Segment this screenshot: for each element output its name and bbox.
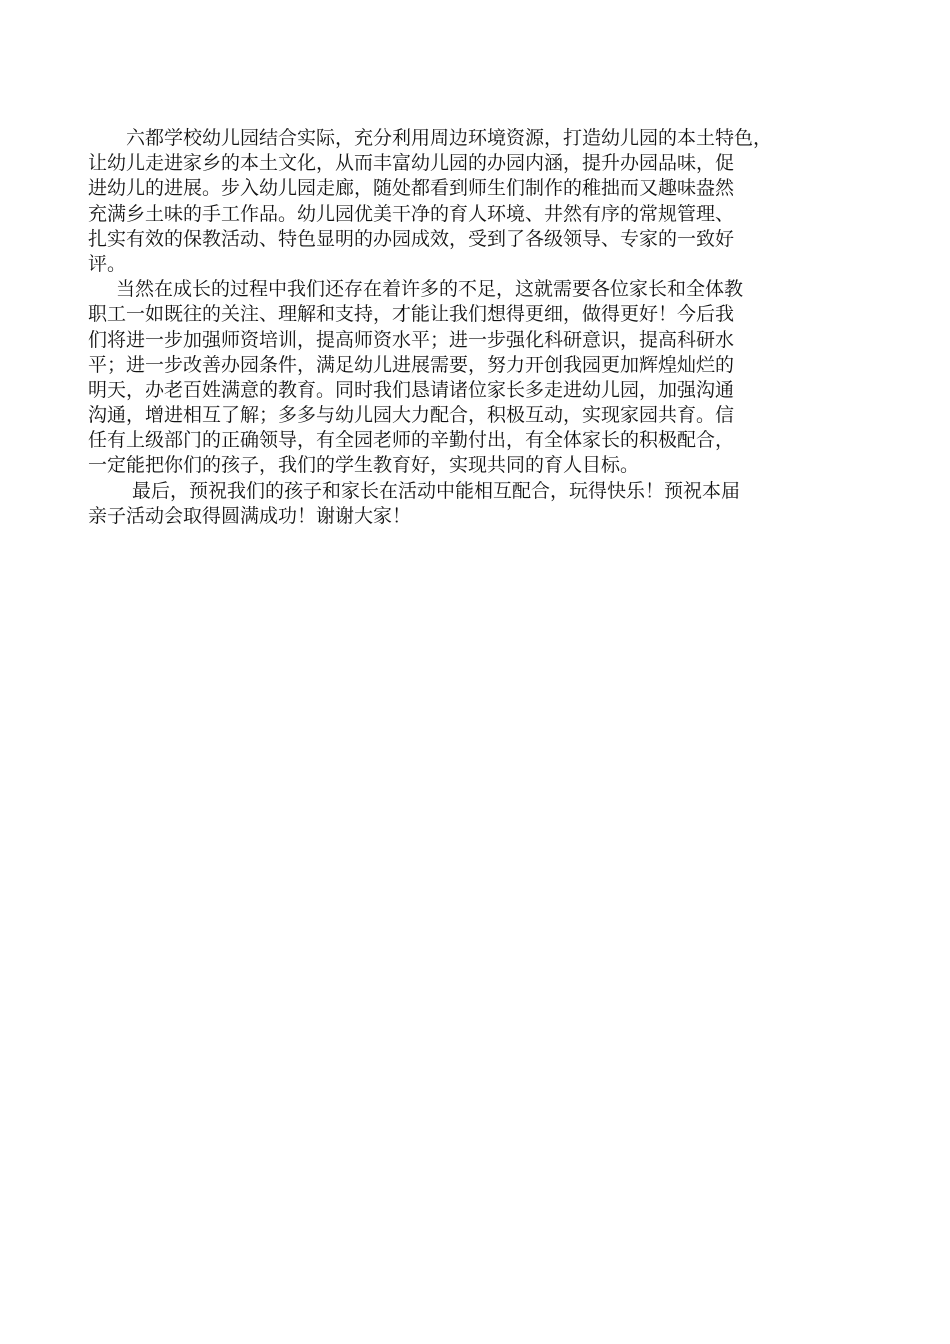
paragraph-line: 评。 — [88, 252, 127, 275]
paragraph-line: 任有上级部门的正确领导，有全园老师的辛勤付出，有全体家长的积极配合， — [88, 429, 735, 452]
document-body — [88, 126, 888, 529]
paragraph-line: 一定能把你们的孩子，我们的学生教育好，实现共同的育人目标。 — [88, 454, 640, 477]
paragraph-line: 职工一如既往的关注、理解和支持，才能让我们想得更细，做得更好！今后我 — [88, 303, 735, 326]
paragraph-line: 让幼儿走进家乡的本土文化，从而丰富幼儿园的办园内涵，提升办园品味，促 — [88, 152, 735, 175]
paragraph-line: 充满乡土味的手工作品。幼儿园优美干净的育人环境、井然有序的常规管理、 — [88, 202, 735, 225]
paragraph-line: 明天，办老百姓满意的教育。同时我们恳请诸位家长多走进幼儿园，加强沟通 — [88, 378, 735, 401]
paragraph-line: 亲子活动会取得圆满成功！谢谢大家！ — [88, 504, 412, 527]
paragraph-line: 六都学校幼儿园结合实际，充分利用周边环境资源，打造幼儿园的本土特色， — [126, 127, 773, 149]
paragraph-line: 扎实有效的保教活动、特色显明的办园成效，受到了各级领导、专家的一致好 — [88, 227, 735, 250]
paragraph-line: 们将进一步加强师资培训，提高师资水平；进一步强化科研意识，提高科研水 — [88, 328, 735, 351]
paragraph-line: 当然在成长的过程中我们还存在着许多的不足，这就需要各位家长和全体教 — [116, 278, 744, 301]
paragraph-line: 进幼儿的进展。步入幼儿园走廊，随处都看到师生们制作的稚拙而又趣味盎然 — [88, 177, 735, 200]
paragraph-line: 平；进一步改善办园条件，满足幼儿进展需要，努力开创我园更加辉煌灿烂的 — [88, 353, 735, 376]
paragraph-line: 最后，预祝我们的孩子和家长在活动中能相互配合，玩得快乐！预祝本届 — [132, 479, 741, 502]
paragraph-closing — [88, 479, 888, 529]
paragraph-outlook — [88, 277, 888, 479]
paragraph-intro — [88, 126, 888, 277]
paragraph-line: 沟通，增进相互了解；多多与幼儿园大力配合，积极互动，实现家园共育。信 — [88, 404, 735, 427]
